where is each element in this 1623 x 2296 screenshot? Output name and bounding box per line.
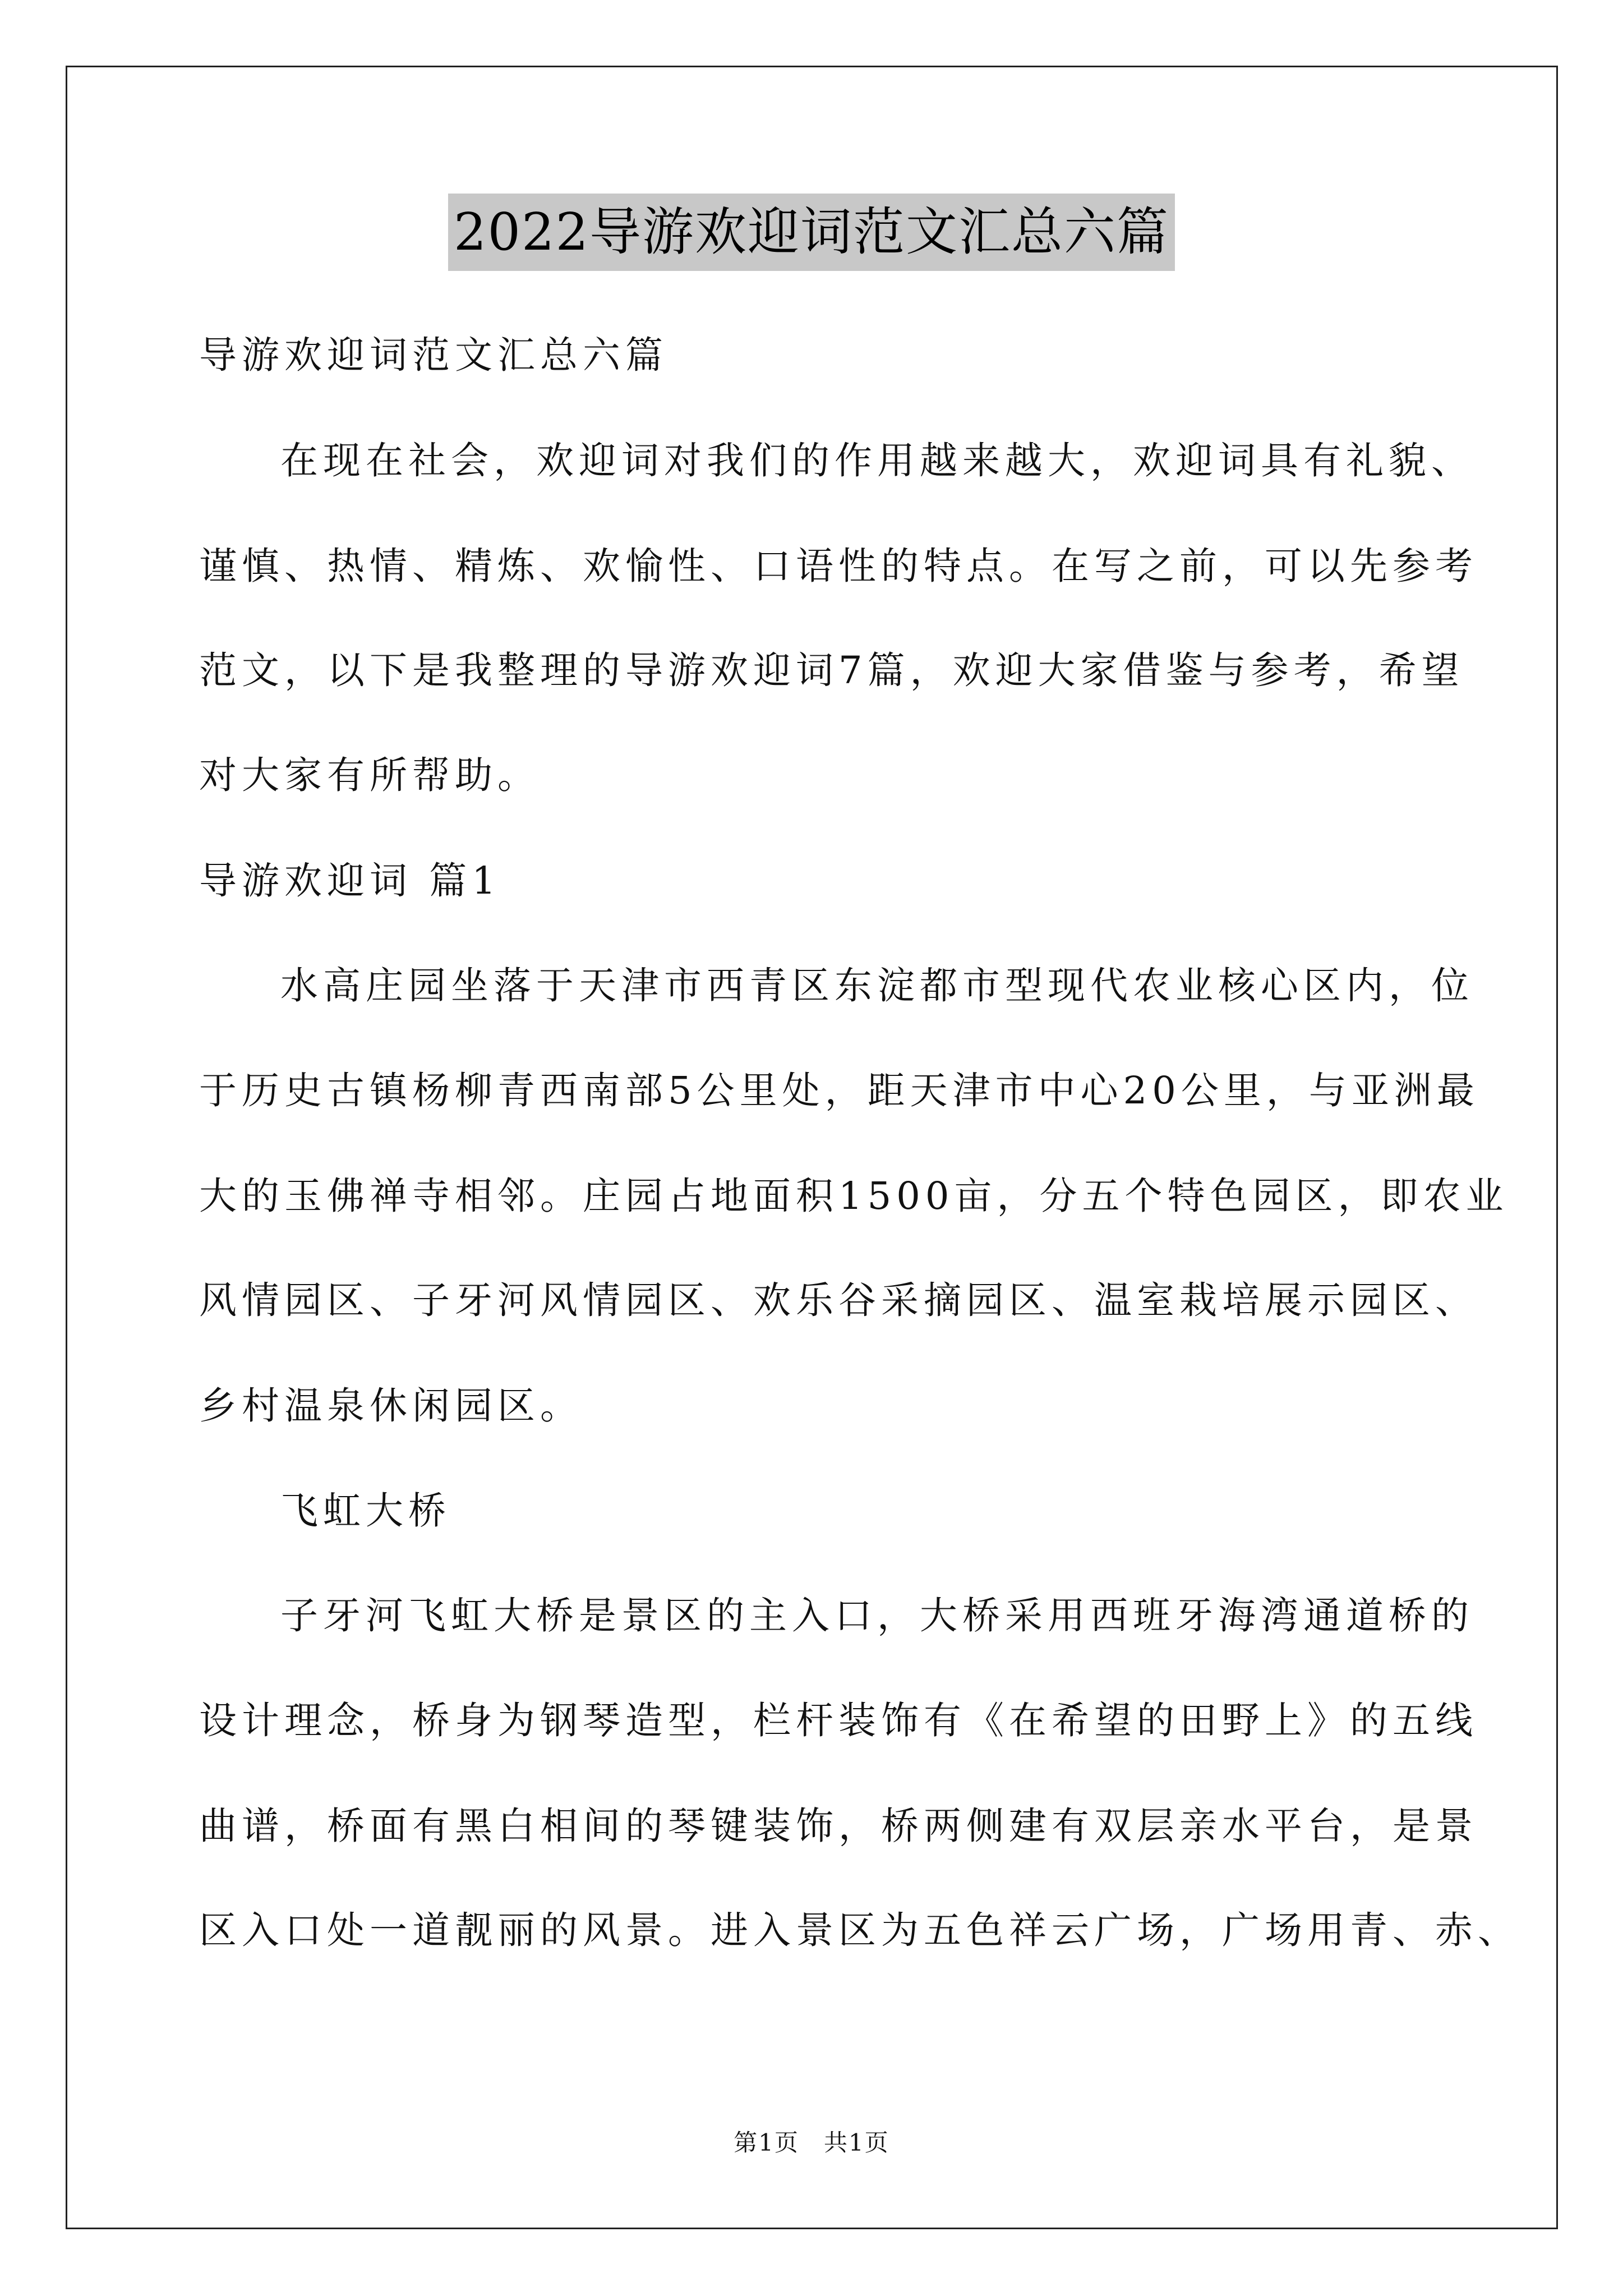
paragraph-line: 曲谱，桥面有黑白相间的琴键装饰，桥两侧建有双层亲水平台，是景	[199, 1804, 1478, 1848]
paragraph-line: 范文，以下是我整理的导游欢迎词7篇，欢迎大家借鉴与参考，希望	[199, 648, 1464, 692]
paragraph-line: 对大家有所帮助。	[199, 753, 540, 797]
page-footer: 第1页 共1页	[734, 2129, 889, 2156]
paragraph-line: 水高庄园坐落于天津市西青区东淀都市型现代农业核心区内，位	[280, 964, 1474, 1007]
title-container	[0, 194, 1623, 271]
paragraph-line: 乡村温泉休闲园区。	[199, 1384, 583, 1428]
paragraph-line: 设计理念，桥身为钢琴造型，栏杆装饰有《在希望的田野上》的五线	[199, 1699, 1478, 1742]
subsection-heading: 飞虹大桥	[280, 1489, 451, 1533]
paragraph-line: 谨慎、热情、精炼、欢愉性、口语性的特点。在写之前，可以先参考	[199, 544, 1478, 588]
paragraph-line: 在现在社会，欢迎词对我们的作用越来越大，欢迎词具有礼貌、	[280, 439, 1474, 482]
section-heading: 导游欢迎词 篇1	[199, 859, 501, 903]
document-title: 2022导游欢迎词范文汇总六篇	[448, 194, 1175, 271]
document-subtitle: 导游欢迎词范文汇总六篇	[199, 333, 668, 377]
paragraph-line: 于历史古镇杨柳青西南部5公里处，距天津市中心20公里，与亚洲最	[199, 1069, 1479, 1112]
paragraph-line: 子牙河飞虹大桥是景区的主入口，大桥采用西班牙海湾通道桥的	[280, 1594, 1474, 1637]
paragraph-line: 大的玉佛禅寺相邻。庄园占地面积1500亩，分五个特色园区，即农业	[199, 1174, 1509, 1218]
paragraph-line: 风情园区、子牙河风情园区、欢乐谷采摘园区、温室栽培展示园区、	[199, 1278, 1478, 1322]
paragraph-line: 区入口处一道靓丽的风景。进入景区为五色祥云广场，广场用青、赤、	[199, 1908, 1520, 1952]
